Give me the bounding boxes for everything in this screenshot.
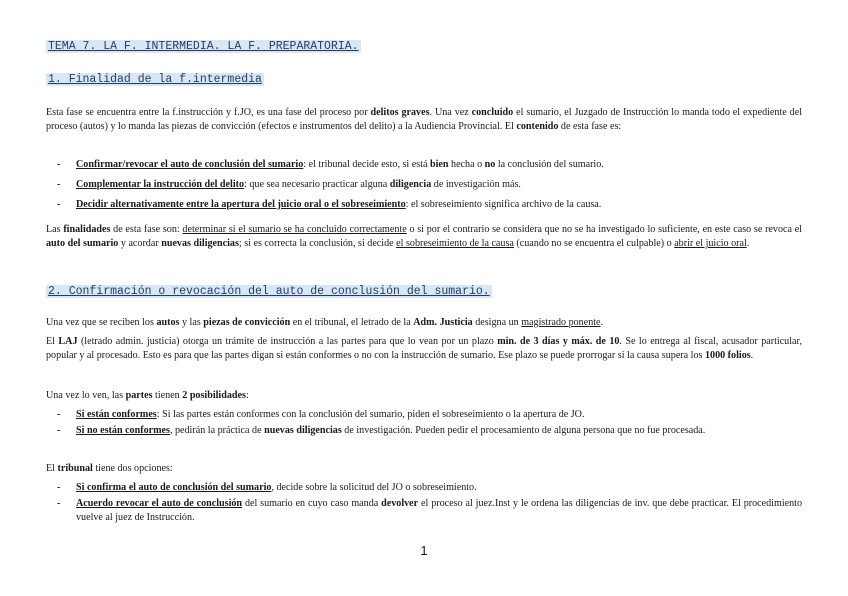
list-item: - Complementar la instrucción del delito: que sea necesario practicar alguna diligencia de investigación más. bbox=[76, 178, 802, 192]
list-item: - Confirmar/revocar el auto de conclusión del sumario: el tribunal decide esto, si está bien hecha o no la conclusión del sumario. bbox=[76, 158, 802, 172]
section-2-paragraph: Una vez que se reciben los autos y las piezas de convicción en el tribunal, el letrado de la Adm. Justicia designa un magistrado ponente. bbox=[46, 317, 604, 328]
section-2-paragraph: El tribunal tiene dos opciones: bbox=[46, 463, 173, 474]
section-1-intro: Esta fase se encuentra entre la f.instrucción y f.JO, es una fase del proceso por delitos graves. Una vez concluido el sumario, el Juzgado de Instrucción lo manda todo el expediente del proceso (autos) y lo manda las piezas de convicción (efectos e instrumentos del delito) a la Audiencia Provincial. El contenido de esta fase es: bbox=[46, 107, 803, 132]
list-item: - Si confirma el auto de conclusión del sumario, decide sobre la solicitud del JO o sobreseimiento. bbox=[76, 481, 802, 495]
section-1-heading: 1. Finalidad de la f.intermedia bbox=[48, 73, 262, 86]
section-1-purposes: Las finalidades de esta fase son: determinar si el sumario se ha concluido correctamente o si por el contrario se considera que no se ha investigado lo suficiente, en este caso se revoca el auto del sumario y acordar nuevas diligencias; si es correcta la conclusión, si decide el sobreseimiento de la causa (cuando no se encuentra el culpable) o abrir el juicio oral. bbox=[46, 224, 802, 249]
list-item: - Decidir alternativamente entre la apertura del juicio oral o el sobreseimiento: el sobreseimiento significa archivo de la causa. bbox=[76, 198, 802, 212]
section-2-heading: 2. Confirmación o revocación del auto de conclusión del sumario. bbox=[48, 285, 490, 298]
list-item: - Si no están conformes, pedirán la práctica de nuevas diligencias de investigación. Pueden pedir el procesamiento de alguna persona que no fue procesada. bbox=[76, 424, 802, 438]
document-title: TEMA 7. LA F. INTERMEDIA. LA F. PREPARATORIA. bbox=[48, 40, 359, 53]
section-2-paragraph: Una vez lo ven, las partes tienen 2 posibilidades: bbox=[46, 390, 249, 401]
list-item: - Acuerdo revocar el auto de conclusión del sumario en cuyo caso manda devolver el proceso al juez.Inst y le ordena las diligencias de inv. que debe practicar. El procedimiento vuelve al juez de Instrucción. bbox=[76, 497, 802, 525]
page-number: 1 bbox=[420, 543, 428, 558]
section-2-paragraph: El LAJ (letrado admin. justicia) otorga un trámite de instrucción a las partes para que lo vean por un plazo min. de 3 días y máx. de 10. Se lo entrega al fiscal, acusador particular, popular y al procesado. Esto es para que las partes digan si están conformes o no con la instrucción de sumario. Ese plazo se puede prorrogar si la causa supera los 1000 folios. bbox=[46, 336, 802, 361]
list-item: - Si están conformes: Si las partes están conformes con la conclusión del sumario, piden el sobreseimiento o la apertura de JO. bbox=[76, 408, 802, 422]
